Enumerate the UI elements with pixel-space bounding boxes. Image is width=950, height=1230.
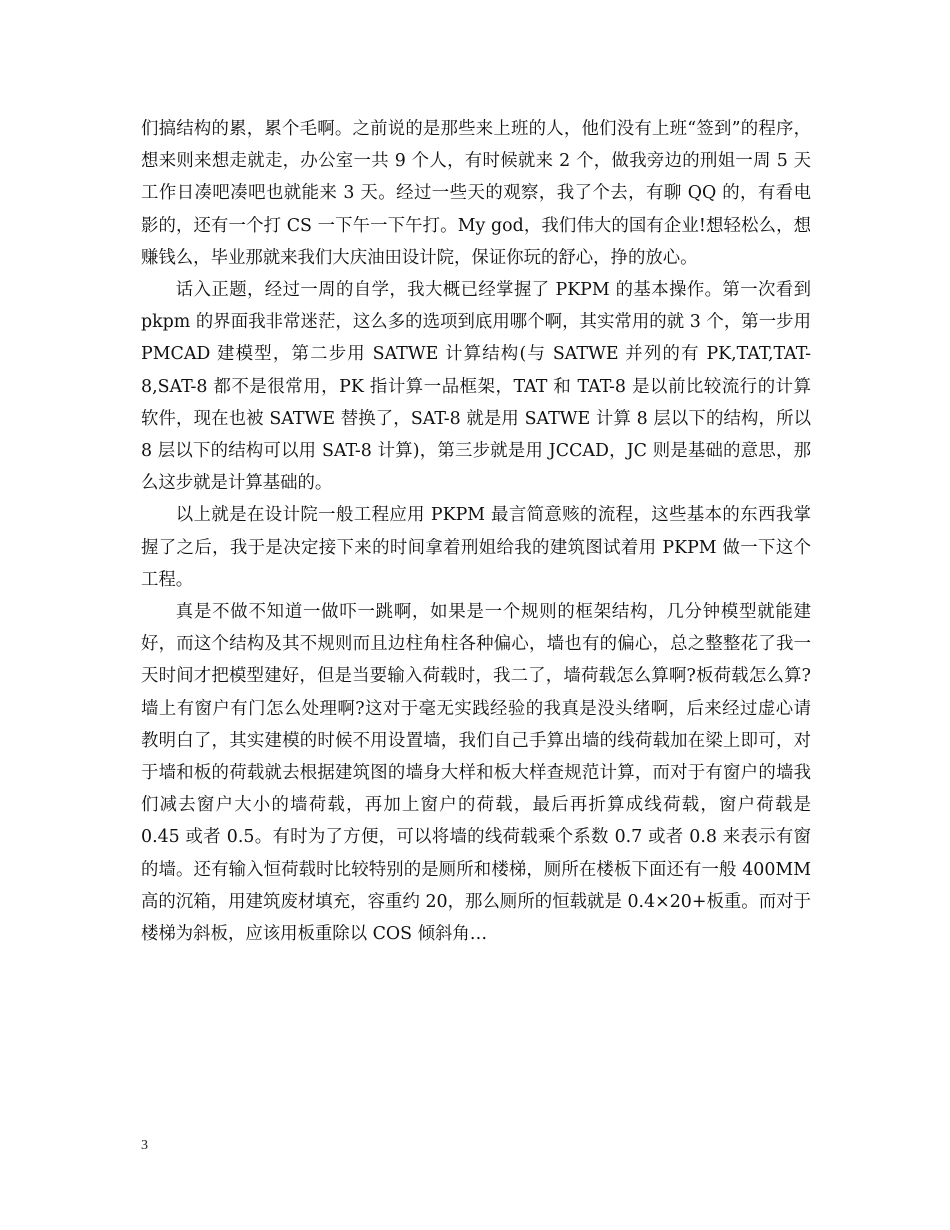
page-number: 3 [141,1138,148,1153]
paragraph-1: 们搞结构的累，累个毛啊。之前说的是那些来上班的人，他们没有上班“签到”的程序，想来则来想走就走，办公室一共 9 个人，有时候就来 2 个，做我旁边的刑姐一周 5 天工作日凑吧凑吧也就能来 3 天。经过一些天的观察，我了个去，有聊 QQ 的，有看电影的，还有一个打 CS 一下午一下午打。My god，我们伟大的国有企业!想轻松么，想赚钱么，毕业那就来我们大庆油田设计院，保证你玩的舒心，挣的放心。 [141,119,811,268]
paragraph-2: 话入正题，经过一周的自学，我大概已经掌握了 PKPM 的基本操作。第一次看到 pkpm 的界面我非常迷茫，这么多的选项到底用哪个啊，其实常用的就 3 个，第一步用 PMCAD 建模型，第二步用 SATWE 计算结构(与 SATWE 并列的有 PK,TAT,TAT-8,SAT-8 都不是很常用，PK 指计算一品框架，TAT 和 TAT-8 是以前比较流行的计算软件，现在也被 SATWE 替换了，SAT-8 就是用 SATWE 计算 8 层以下的结构，所以 8 层以下的结构可以用 SAT-8 计算)，第三步就是用 JCCAD，JC 则是基础的意思，那么这步就是计算基础的。 [141,280,811,494]
paragraph-4: 真是不做不知道一做吓一跳啊，如果是一个规则的框架结构，几分钟模型就能建好，而这个结构及其不规则而且边柱角柱各种偏心，墙也有的偏心，总之整整花了我一天时间才把模型建好，但是当要输入荷载时，我二了，墙荷载怎么算啊?板荷载怎么算?墙上有窗户有门怎么处理啊?这对于毫无实践经验的我真是没头绪啊，后来经过虚心请教明白了，其实建模的时候不用设置墙，我们自己手算出墙的线荷载加在梁上即可，对于墙和板的荷载就去根据建筑图的墙身大样和板大样查规范计算，而对于有窗户的墙我们减去窗户大小的墙荷载，再加上窗户的荷载，最后再折算成线荷载，窗户荷载是 0.45 或者 0.5。有时为了方便，可以将墙的线荷载乘个系数 0.7 或者 0.8 来表示有窗的墙。还有输入恒荷载时比较特别的是厕所和楼梯，厕所在楼板下面还有一般 400MM 高的沉箱，用建筑废材填充，容重约 20，那么厕所的恒载就是 0.4×20+板重。而对于楼梯为斜板，应该用板重除以 COS 倾斜角… [141,602,811,945]
paragraph-3: 以上就是在设计院一般工程应用 PKPM 最言简意赅的流程，这些基本的东西我掌握了之后，我于是决定接下来的时间拿着刑姐给我的建筑图试着用 PKPM 做一下这个工程。 [141,505,811,590]
document-body [141,113,811,950]
